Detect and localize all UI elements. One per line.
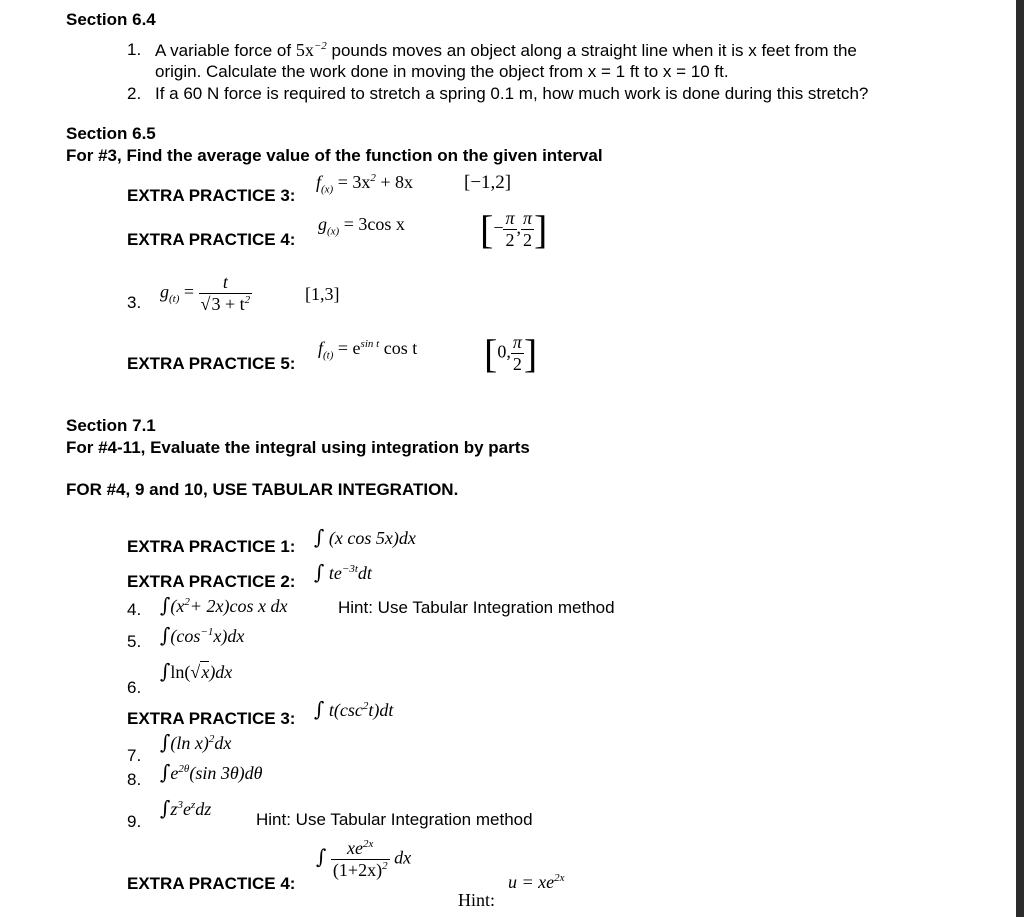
- problem-1-text-a: A variable force of: [155, 41, 292, 60]
- extra-practice-2-label: EXTRA PRACTICE 2:: [127, 572, 296, 591]
- problem-9-hint: Hint: Use Tabular Integration method: [256, 810, 533, 829]
- problem-2-number: 2.: [127, 84, 142, 103]
- extra-practice-4-interval: [− $\frac{\pi}{2}$ , $\frac{\pi}{2}$ ]: [480, 207, 548, 252]
- extra-practice-3b-integral: ∫ $t(\csc^2t)dt$: [314, 697, 394, 721]
- extra-practice-3-interval: [−1,2]: [464, 172, 512, 193]
- extra-practice-5-label: EXTRA PRACTICE 5:: [127, 354, 296, 373]
- problem-3-number: 3.: [127, 293, 142, 312]
- problem-8-number: 8.: [127, 770, 142, 789]
- extra-practice-4b-label: EXTRA PRACTICE 4:: [127, 874, 296, 893]
- section-7-1-title: Section 7.1: [66, 416, 156, 435]
- problem-6-integral: ∫ln(√x)dx: [160, 659, 233, 683]
- extra-practice-4-function: $g_{(x)} = 3\cos$ x: [318, 214, 405, 238]
- tabular-integration-note: FOR #4, 9 and 10, USE TABULAR INTEGRATION.: [66, 480, 459, 499]
- problem-3-function: $g_{(t)}$ = $\frac{t}{√3 + t^2}$: [160, 272, 251, 314]
- force-expression: $5x^{-2}$: [295, 40, 327, 60]
- problem-3-interval: [1,3]: [305, 284, 340, 304]
- problem-4-hint: Hint: Use Tabular Integration method: [338, 598, 615, 617]
- extra-practice-4b-integral: ∫ $\frac{xe^{2x}}{(1+2x)^2}$ dx: [316, 838, 412, 880]
- extra-practice-3-function: $f_{(x)} = 3x^2 + 8x$: [316, 172, 414, 196]
- problem-4-integral: $\int(x^2+ 2x)\cos$ x dx: [160, 593, 288, 617]
- problem-1-line-2: origin. Calculate the work done in moving the object from x = 1 ft to x = 10 ft.: [155, 62, 729, 81]
- extra-practice-4b-hint-label: Hint:: [458, 890, 496, 910]
- problem-1-text-b: pounds moves an object along a straight line when it is x feet from the: [331, 41, 857, 60]
- problem-4-number: 4.: [127, 600, 142, 619]
- extra-practice-3b-label: EXTRA PRACTICE 3:: [127, 709, 296, 728]
- problem-9-integral: $\int z^3e^zdz$: [160, 796, 212, 820]
- problem-1-line-1: [155, 40, 857, 61]
- extra-practice-1-label: EXTRA PRACTICE 1:: [127, 537, 296, 556]
- extra-practice-5-function: $f_{(t)} = e^{sin t}$ cos t: [318, 338, 418, 362]
- section-7-1-instruction: For #4-11, Evaluate the integral using integration by parts: [66, 438, 530, 457]
- problem-6-number: 6.: [127, 678, 142, 697]
- extra-practice-5-interval: [0, $\frac{\pi}{2}$ ]: [484, 331, 538, 376]
- problem-5-number: 5.: [127, 632, 142, 651]
- problem-9-number: 9.: [127, 812, 142, 831]
- page-edge-bar: [1016, 0, 1024, 917]
- problem-7-number: 7.: [127, 746, 142, 765]
- extra-practice-3-label: EXTRA PRACTICE 3:: [127, 186, 296, 205]
- problem-5-integral: $\int(\cos^{-1}x)dx$: [160, 623, 245, 647]
- problem-8-integral: $\int e^{2\theta}(\sin$ 3θ)dθ: [160, 760, 263, 784]
- problem-1-number: 1.: [127, 40, 142, 59]
- extra-practice-2-integral: ∫ $te^{-3t}dt$: [314, 560, 372, 584]
- problem-7-integral: ∫(ln x)$^2$dx: [160, 730, 232, 754]
- extra-practice-4-label: EXTRA PRACTICE 4:: [127, 230, 296, 249]
- problem-2-text: If a 60 N force is required to stretch a spring 0.1 m, how much work is done during this stretch?: [155, 84, 869, 103]
- extra-practice-4b-hint-u: $u = xe^{2x}$: [508, 872, 565, 892]
- section-6-5-title: Section 6.5: [66, 124, 156, 143]
- extra-practice-1-integral: ∫ (x cos 5x)dx: [314, 525, 416, 549]
- section-6-5-instruction: For #3, Find the average value of the function on the given interval: [66, 146, 603, 165]
- section-6-4-title: Section 6.4: [66, 10, 156, 29]
